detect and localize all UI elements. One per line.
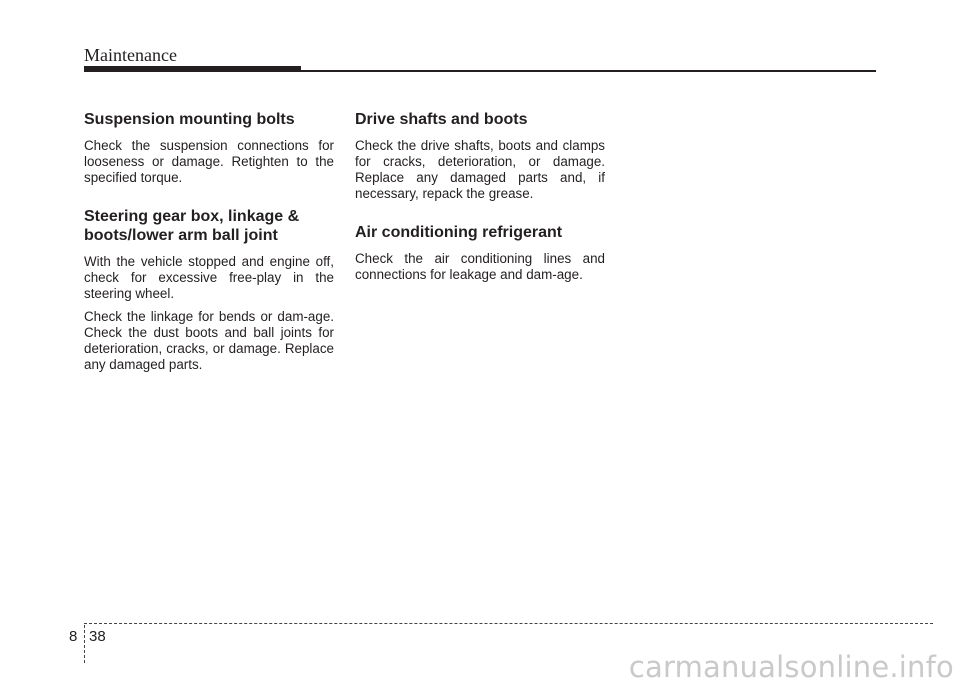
chapter-number: 8	[69, 628, 78, 645]
right-column	[355, 110, 605, 304]
section-heading: Suspension mounting bolts	[84, 111, 295, 128]
section-paragraph: Check the linkage for bends or dam-age. Check the dust boots and ball joints for deterioration, cracks, or damage. Replace any damaged parts.	[84, 309, 334, 372]
section-steering-gear-box	[84, 207, 334, 373]
section-paragraph: Check the drive shafts, boots and clamps for cracks, deterioration, or damage. Replace any damaged parts and, if necessary, repack the grease.	[355, 138, 605, 201]
section-paragraph: Check the air conditioning lines and connections for leakage and dam-age.	[355, 251, 605, 282]
page-number: 38	[89, 628, 106, 645]
watermark-text: carmanualsonline.info	[628, 650, 954, 684]
header-rule-thick	[84, 66, 301, 72]
left-column	[84, 110, 334, 394]
section-heading: Drive shafts and boots	[355, 111, 528, 128]
section-paragraph: With the vehicle stopped and engine off, check for excessive free-play in the steering wheel.	[84, 254, 334, 301]
header-rule-thin	[300, 70, 876, 72]
section-heading: Air conditioning refrigerant	[355, 224, 563, 241]
section-heading: Steering gear box, linkage & boots/lower arm ball joint	[84, 208, 300, 244]
section-drive-shafts-and-boots	[355, 110, 605, 202]
header-title: Maintenance	[84, 45, 177, 65]
section-air-conditioning-refrigerant	[355, 223, 605, 283]
section-suspension-mounting-bolts	[84, 110, 334, 186]
footer-dashed-rule	[84, 623, 933, 624]
section-paragraph: Check the suspension connections for looseness or damage. Retighten to the specified torque.	[84, 138, 334, 185]
footer-dashed-divider	[84, 625, 85, 663]
